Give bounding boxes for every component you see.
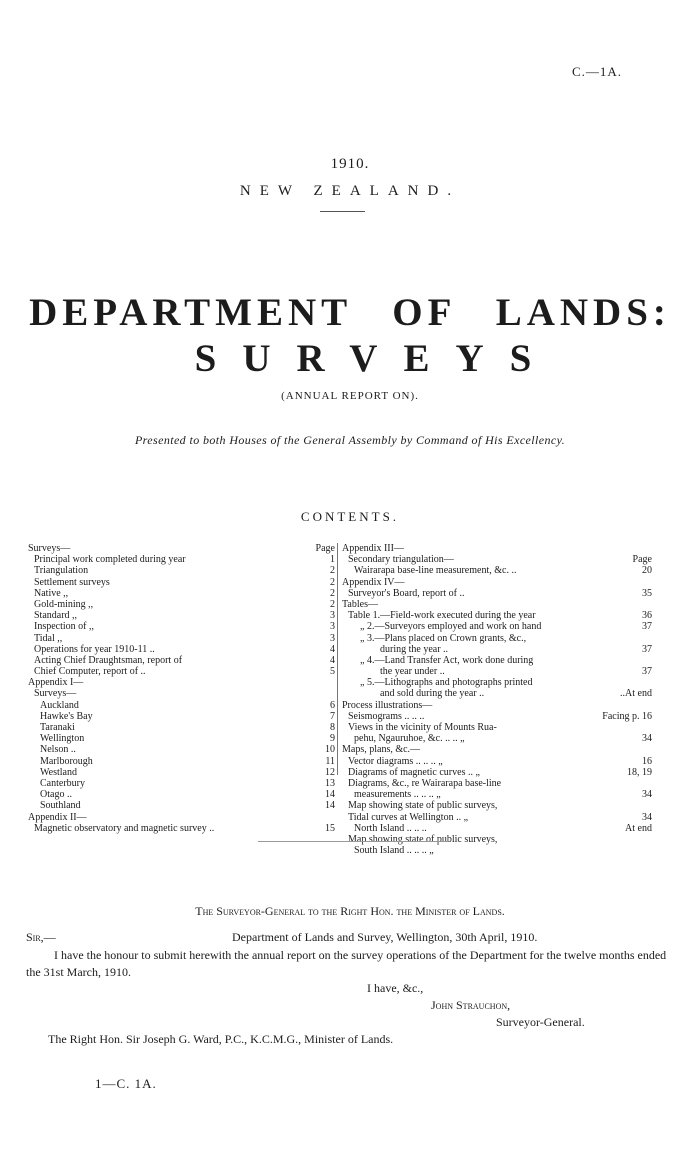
contents-entry-page: Facing p. 16 [602, 710, 652, 722]
contents-entry-page: 2 [330, 576, 335, 588]
contents-entry-page: 37 [642, 621, 652, 633]
contents-entry [28, 778, 335, 789]
contents-entry-title: Gold-mining ,, [34, 598, 94, 610]
contents-entry-title: Taranaki [40, 722, 75, 733]
contents-entry [28, 588, 335, 599]
contents-entry-page: Page [315, 543, 335, 554]
contents-entry [28, 655, 335, 666]
contents-entry-page: 6 [330, 699, 335, 711]
contents-entry [28, 610, 335, 621]
contents-entry-title: Appendix III— [342, 543, 404, 554]
contents-entry [28, 633, 335, 644]
letter-salutation: Sir,— [26, 930, 56, 944]
contents-entry [28, 700, 335, 711]
contents-entry [342, 800, 652, 811]
contents-entry [28, 812, 335, 823]
contents-entry-title: Wellington [40, 733, 85, 745]
contents-entry [342, 621, 652, 632]
contents-entry-page: 12 [325, 766, 335, 778]
contents-entry-title: Vector diagrams .. .. .. „ [348, 755, 443, 767]
contents-entry-page: ..At end [620, 688, 652, 700]
contents-entry [28, 644, 335, 655]
contents-entry [342, 599, 652, 610]
contents-entry-title: Diagrams, &c., re Wairarapa base-line [348, 777, 502, 789]
contents-entry-page: 3 [330, 610, 335, 622]
contents-entry-page: 15 [325, 822, 335, 834]
contents-entry-title: Westland [40, 766, 77, 778]
contents-entry-page: 4 [330, 643, 335, 655]
contents-entry-page: 3 [330, 632, 335, 644]
contents-entry [342, 543, 652, 554]
contents-entry-title: Surveyor's Board, report of .. [348, 587, 465, 599]
country-heading: NEW ZEALAND. [239, 183, 461, 199]
contents-entry [342, 812, 652, 823]
contents-entry-title: Standard ,, [34, 610, 78, 622]
contents-entry-page: 2 [330, 598, 335, 610]
contents-entry [28, 711, 335, 722]
contents-entry-title: Chief Computer, report of .. [34, 666, 146, 678]
contents-entry-title: Appendix II— [28, 811, 87, 823]
contents-entry-title: Appendix IV— [342, 576, 405, 588]
contents-entry-title: and sold during the year .. [380, 688, 485, 700]
contents-entry [342, 778, 652, 789]
contents-entry-page: Page [632, 554, 652, 566]
contents-entry-page: 14 [325, 789, 335, 801]
contents-entry-title: Surveys— [28, 543, 71, 554]
contents-entry [342, 666, 652, 677]
contents-entry [342, 722, 652, 733]
presentation-note: Presented to both Houses of the General Assembly by Command of His Excellency. [134, 433, 566, 447]
contents-entry [28, 543, 335, 554]
contents-entry-title: Operations for year 1910-11 .. [34, 643, 155, 655]
contents-entry [342, 789, 652, 800]
contents-entry-page: 8 [330, 722, 335, 733]
contents-entry-title: „ 2.—Surveyors employed and work on hand [360, 621, 542, 633]
contents-entry-page: 3 [330, 621, 335, 633]
section-divider [258, 841, 448, 842]
contents-entry-title: „ 4.—Land Transfer Act, work done during [360, 654, 534, 666]
letter-body: I have the honour to submit herewith the annual report on the survey operations of the Department for the twelve months ended the 31st March, 1910. [26, 948, 667, 979]
contents-entry [28, 666, 335, 677]
contents-entry-title: Triangulation [34, 565, 89, 577]
contents-entry [28, 789, 335, 800]
letter-recipient: The Right Hon. Sir Joseph G. Ward, P.C., K.C.M.G., Minister of Lands. [48, 1032, 394, 1046]
contents-entry-page: 37 [642, 643, 652, 655]
contents-entry-title: Diagrams of magnetic curves .. „ [348, 766, 480, 778]
contents-entry-page: 20 [642, 565, 652, 577]
contents-entry-page: 5 [330, 666, 335, 678]
contents-entry-title: Nelson .. [40, 744, 76, 756]
contents-entry [28, 800, 335, 811]
contents-entry-page: 9 [330, 733, 335, 745]
contents-right-column [342, 543, 652, 856]
contents-entry [342, 577, 652, 588]
contents-entry [342, 823, 652, 834]
signatory-name: John Strauchon, [431, 998, 511, 1012]
contents-entry-page: 1 [330, 554, 335, 566]
contents-entry-page: 34 [642, 789, 652, 801]
contents-entry [342, 655, 652, 666]
contents-entry-title: Canterbury [40, 777, 85, 789]
contents-entry [342, 588, 652, 599]
contents-entry-title: Hawke's Bay [40, 710, 93, 722]
contents-entry-title: Surveys— [34, 688, 77, 700]
contents-entry [28, 621, 335, 632]
contents-entry [342, 554, 652, 565]
contents-entry-title: Native ,, [34, 587, 69, 599]
contents-entry-page: 7 [330, 710, 335, 722]
contents-entry [342, 711, 652, 722]
contents-entry-page: 16 [642, 755, 652, 767]
contents-entry-page: 34 [642, 811, 652, 823]
contents-entry-page: 34 [642, 733, 652, 745]
contents-entry [28, 554, 335, 565]
contents-entry-title: measurements .. .. .. „ [354, 789, 441, 801]
contents-entry-title: Tidal ,, [34, 632, 63, 644]
contents-entry-title: Acting Chief Draughtsman, report of [34, 654, 183, 666]
contents-entry [28, 722, 335, 733]
footer-reference: 1—C. 1A. [95, 1076, 157, 1091]
contents-entry-title: Views in the vicinity of Mounts Rua- [348, 722, 497, 733]
contents-entry [28, 767, 335, 778]
contents-entry-title: Principal work completed during year [34, 554, 186, 566]
contents-entry-title: the year under .. [380, 666, 445, 678]
contents-entry [342, 688, 652, 699]
contents-entry-title: Tidal curves at Wellington .. „ [348, 811, 469, 823]
letter-address-line: The Surveyor-General to the Right Hon. the Minister of Lands. [195, 904, 505, 918]
contents-entry [342, 677, 652, 688]
contents-entry-title: Map showing state of public surveys, [348, 800, 498, 812]
contents-entry-title: Settlement surveys [34, 576, 110, 588]
contents-entry-title: Map showing state of public surveys, [348, 833, 498, 845]
contents-entry-title: Magnetic observatory and magnetic survey .. [34, 822, 215, 834]
contents-entry-title: during the year .. [380, 643, 449, 655]
contents-entry [28, 565, 335, 576]
contents-left-column [28, 543, 335, 834]
contents-entry-title: Southland [40, 800, 81, 812]
contents-entry [342, 744, 652, 755]
contents-heading: CONTENTS. [300, 509, 400, 524]
department-title: DEPARTMENT OF LANDS: [29, 291, 671, 334]
contents-entry-page: 36 [642, 610, 652, 622]
letter-dept-date: Department of Lands and Survey, Wellington, 30th April, 1910. [232, 930, 538, 944]
contents-entry-title: „ 5.—Lithographs and photographs printed [360, 677, 533, 689]
contents-entry [342, 756, 652, 767]
contents-entry-title: Tables— [342, 598, 378, 610]
contents-entry [28, 688, 335, 699]
contents-entry-title: Table 1.—Field-work executed during the year [348, 610, 536, 622]
contents-entry-page: 10 [325, 744, 335, 756]
contents-entry-title: Wairarapa base-line measurement, &c. .. [354, 565, 517, 577]
letter-closing: I have, &c., [367, 981, 424, 995]
contents-entry [342, 610, 652, 621]
contents-entry-page: 35 [642, 587, 652, 599]
contents-entry-title: Otago .. [40, 789, 72, 801]
contents-entry [28, 677, 335, 688]
contents-entry-page: 2 [330, 565, 335, 577]
contents-entry-page: At end [625, 822, 652, 834]
contents-entry [342, 700, 652, 711]
contents-entry-title: Inspection of ,, [34, 621, 94, 633]
contents-entry [28, 756, 335, 767]
contents-entry [28, 823, 335, 834]
contents-entry-page: 18, 19 [627, 766, 652, 778]
contents-entry-title: pehu, Ngauruhoe, &c. .. .. „ [354, 733, 465, 745]
contents-entry-title: South Island .. .. .. „ [354, 845, 434, 857]
contents-entry-page: 11 [325, 755, 335, 767]
contents-entry [342, 834, 652, 845]
contents-entry-title: Process illustrations— [342, 699, 433, 711]
contents-entry [342, 644, 652, 655]
contents-entry-title: Seismograms .. .. .. [348, 710, 425, 722]
contents-entry-page: 14 [325, 800, 335, 812]
contents-entry-title: Marlborough [40, 755, 93, 767]
top-divider [320, 211, 365, 212]
annual-report-subtitle: (ANNUAL REPORT ON). [281, 390, 419, 402]
contents-entry-title: Auckland [40, 699, 79, 711]
contents-entry-page: 4 [330, 654, 335, 666]
contents-entry [342, 633, 652, 644]
contents-entry [342, 767, 652, 778]
contents-entry [342, 845, 652, 856]
contents-entry-title: Maps, plans, &c.— [342, 744, 421, 756]
contents-column-divider [337, 543, 338, 775]
contents-entry-page: 13 [325, 777, 335, 789]
contents-entry [342, 565, 652, 576]
contents-entry [28, 744, 335, 755]
contents-entry-title: Appendix I— [28, 677, 84, 689]
contents-entry [28, 733, 335, 744]
contents-entry [28, 577, 335, 588]
contents-entry [342, 733, 652, 744]
signatory-title: Surveyor-General. [496, 1015, 585, 1029]
contents-entry-title: North Island .. .. .. [354, 822, 427, 834]
surveys-title: SURVEYS [194, 337, 558, 380]
contents-entry-title: „ 3.—Plans placed on Crown grants, &c., [360, 632, 527, 644]
contents-entry-title: Secondary triangulation— [348, 554, 454, 566]
contents-entry-page: 37 [642, 666, 652, 678]
page-reference: C.—1A. [571, 64, 622, 79]
report-year: 1910. [330, 156, 370, 172]
contents-entry [28, 599, 335, 610]
contents-entry-page: 2 [330, 587, 335, 599]
